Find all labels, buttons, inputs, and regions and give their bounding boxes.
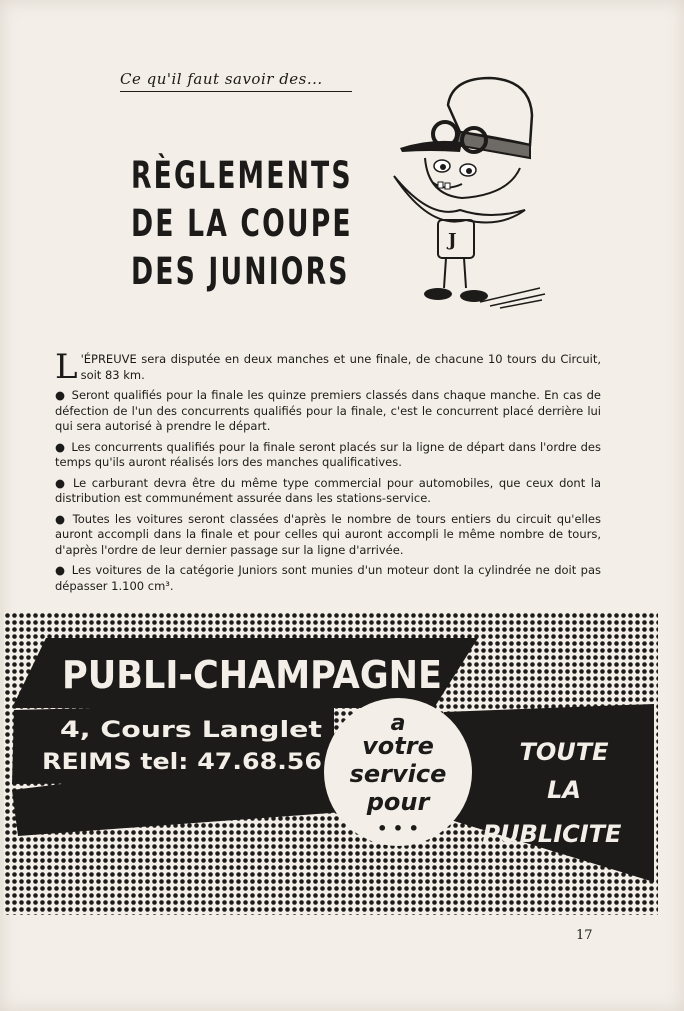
- rule-paragraph: [55, 563, 601, 594]
- ad-circle-line: pour: [366, 788, 430, 816]
- ad-right-line: TOUTE: [519, 738, 609, 766]
- title-line-2: DE LA COUPE: [131, 202, 353, 245]
- rule-paragraph: [55, 347, 601, 387]
- title-line-3: DES JUNIORS: [131, 250, 350, 293]
- rule-dropcap: L: [55, 347, 78, 387]
- rule-text: Le carburant devra être du même type commercial pour automobiles, que ceux dont la distribution est communément assurée dans les stations-service.: [55, 475, 601, 505]
- page-title: [131, 152, 353, 296]
- ad-address: 4, Cours Langlet: [60, 718, 323, 743]
- ad-right-line: PUBLICITE: [482, 820, 622, 848]
- rule-text: Les concurrents qualifiés pour la finale seront placés sur la ligne de départ dans l'ordre des temps qu'ils auront réalisés lors des manches qualificatives.: [55, 439, 601, 469]
- junior-mascot-illustration: [390, 70, 550, 315]
- rule-text: Toutes les voitures seront classées d'après le nombre de tours entiers du circuit qu'elles auront accompli dans la finale et pour celles qui auront accompli le même nombre de tours, d'après l'ordre de leur dernier passage sur la ligne d'arrivée.: [55, 511, 601, 557]
- bullet-icon: ●: [55, 563, 66, 577]
- ad-circle-line: votre: [362, 732, 434, 760]
- ad-company-name: PUBLI-CHAMPAGNE: [62, 653, 442, 697]
- bullet-icon: ●: [55, 439, 66, 454]
- rule-text: Les voitures de la catégorie Juniors sont munies d'un moteur dont la cylindrée ne doit pas dépasser 1.100 cm³.: [55, 563, 601, 593]
- rule-paragraph: [55, 476, 601, 507]
- rule-paragraph: [55, 512, 601, 559]
- ad-circle-line: a: [390, 711, 406, 736]
- rules-text: [55, 347, 601, 599]
- page-number: 17: [576, 928, 593, 943]
- rule-text: 'ÉPREUVE sera disputée en deux manches et une finale, de chacune 10 tours du Circuit, soit 83 km.: [80, 352, 601, 382]
- publi-champagne-advertisement: [4, 612, 658, 915]
- bullet-icon: ●: [55, 475, 67, 490]
- title-line-1: RÈGLEMENTS: [131, 154, 353, 197]
- ad-circle-line: service: [349, 760, 447, 788]
- bullet-icon: ●: [55, 388, 66, 402]
- rule-paragraph: [55, 440, 601, 471]
- mascot-badge-letter: J: [448, 230, 457, 251]
- ad-right-line: LA: [547, 776, 581, 804]
- rule-paragraph: [55, 388, 601, 435]
- rule-text: Seront qualifiés pour la finale les quinze premiers classés dans chaque manche. En cas de défection de l'un des concurrents qualifiés pour la finale, c'est le concurrent placé derrière lui qui sera autorisé à prendre le départ.: [55, 388, 601, 433]
- bullet-icon: ●: [55, 511, 67, 526]
- kicker-heading: Ce qu'il faut savoir des...: [120, 70, 352, 92]
- ad-phone: REIMS tel: 47.68.56: [42, 750, 322, 775]
- ad-circle-line: • • •: [377, 819, 419, 838]
